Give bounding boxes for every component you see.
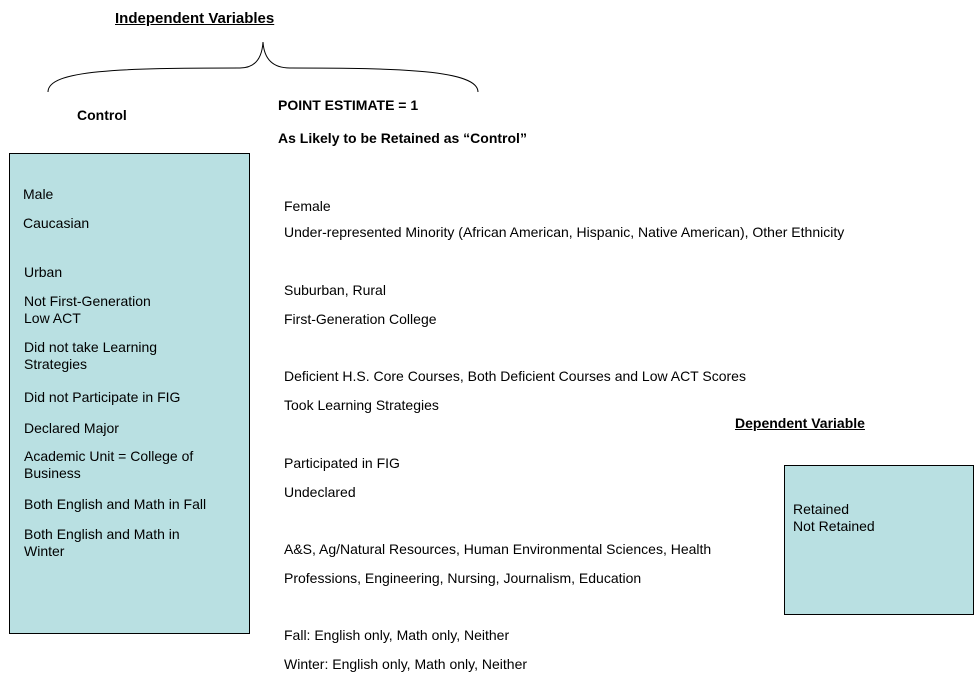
control-label: Control (77, 107, 127, 123)
comparison-line: Female (284, 198, 331, 214)
control-item: Both English and Math in (24, 526, 180, 542)
comparison-line: Fall: English only, Math only, Neither (284, 627, 510, 643)
point-estimate-heading: POINT ESTIMATE = 1 (278, 97, 419, 113)
independent-variables-title: Independent Variables (115, 10, 275, 27)
control-item: Caucasian (23, 215, 90, 231)
comparison-line: Professions, Engineering, Nursing, Journalism, Education (284, 570, 642, 586)
control-item: Low ACT (24, 310, 81, 326)
comparison-line: Undeclared (284, 484, 356, 500)
control-item: Academic Unit = College of (24, 448, 194, 464)
control-item: Winter (24, 543, 65, 559)
comparison-line: Took Learning Strategies (284, 397, 439, 413)
comparison-line: Winter: English only, Math only, Neither (284, 656, 528, 672)
dependent-box (784, 465, 974, 615)
control-item: Business (24, 465, 81, 481)
comparison-line: Under-represented Minority (African American, Hispanic, Native American), Other Ethnicity (284, 224, 845, 240)
control-item: Both English and Math in Fall (24, 496, 207, 512)
comparison-line: Participated in FIG (284, 455, 400, 471)
control-item: Urban (24, 264, 63, 280)
control-item: Strategies (24, 356, 88, 372)
comparison-line: Suburban, Rural (284, 282, 386, 298)
comparison-line: A&S, Ag/Natural Resources, Human Environmental Sciences, Health (284, 541, 712, 557)
control-item: Male (23, 186, 54, 202)
comparison-line: First-Generation College (284, 311, 437, 327)
control-item: Not First-Generation (24, 293, 151, 309)
control-item: Did not take Learning (24, 339, 158, 355)
dependent-item: Not Retained (793, 518, 875, 534)
dependent-item: Retained (793, 501, 850, 517)
point-estimate-subheading: As Likely to be Retained as “Control” (278, 130, 527, 146)
control-box (9, 153, 250, 634)
comparison-line: Deficient H.S. Core Courses, Both Deficient Courses and Low ACT Scores (284, 368, 746, 384)
dependent-variable-title: Dependent Variable (735, 415, 865, 431)
control-item: Declared Major (24, 420, 119, 436)
control-item: Did not Participate in FIG (24, 389, 181, 405)
